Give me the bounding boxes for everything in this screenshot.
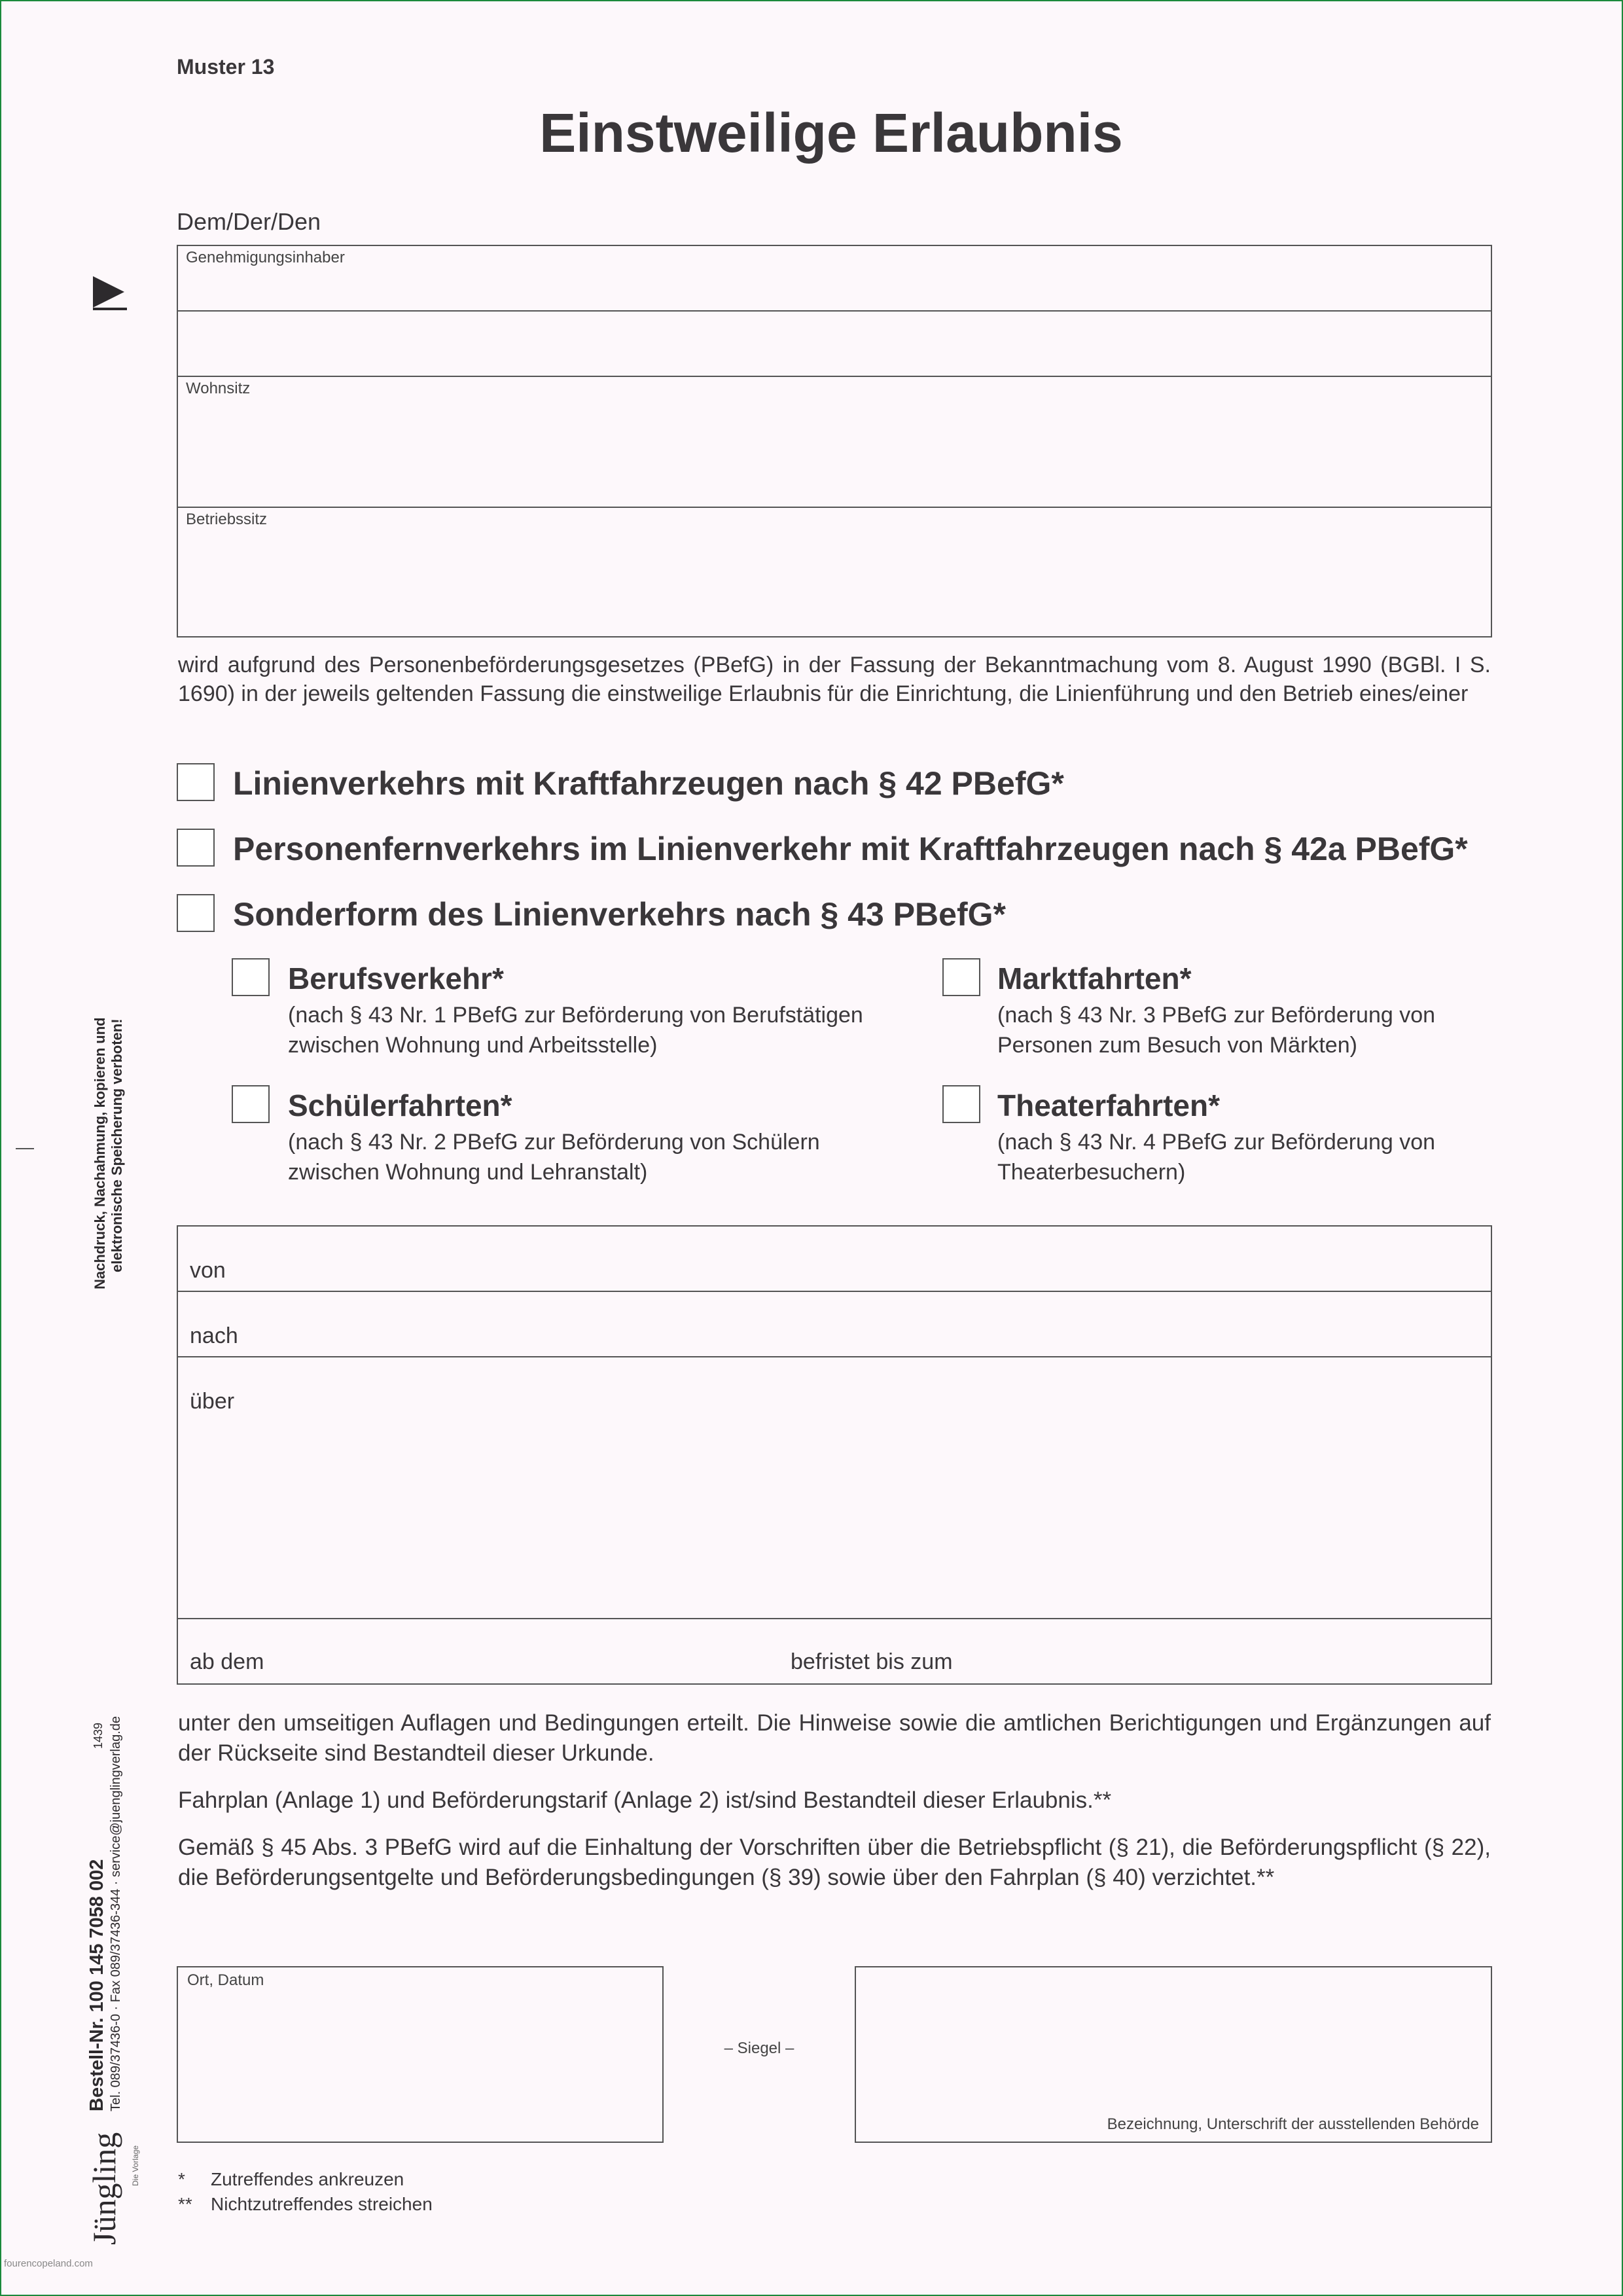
start-date-label: ab dem xyxy=(190,1649,264,1674)
copyright-notice: elektronische Speicherung verboten! xyxy=(109,1018,125,1272)
suboption-title-marktfahrten: Marktfahrten* xyxy=(997,961,1192,996)
page-title: Einstweilige Erlaubnis xyxy=(539,102,1123,164)
suboption-desc-berufsverkehr: (nach § 43 Nr. 1 PBefG zur Beförderung von Berufstätigen zwischen Wohnung und Arbeitsstelle) xyxy=(288,1003,863,1058)
holder-label: Genehmigungsinhaber xyxy=(186,249,345,266)
option-label-42a: Personenfernverkehrs im Linienverkehr mit Kraftfahrzeugen nach § 42a PBefG* xyxy=(233,831,1468,867)
until-date-input[interactable] xyxy=(982,1621,1489,1682)
option-checkbox-43[interactable] xyxy=(177,894,215,932)
publisher-tagline: Die Vorlage xyxy=(131,2145,140,2186)
to-input[interactable] xyxy=(262,1293,1489,1355)
suboption-desc-schuelerfahrten: (nach § 43 Nr. 2 PBefG zur Beförderung von Schülern zwischen Wohnung und Lehranstalt) xyxy=(288,1130,820,1185)
suboption-checkbox-berufsverkehr[interactable] xyxy=(232,958,270,996)
intro-text: wird aufgrund des Personenbeförderungsgesetzes (PBefG) in der Fassung der Bekanntmachung vom 8. August 1990 (BGBl. I S. 1690) in der jeweils geltenden Fassung die einstweilige Erlaubnis für die Einrichtung, die Linienführung und den Betrieb eines/einer xyxy=(178,653,1491,706)
form-code: 1439 xyxy=(92,1722,105,1749)
holder-input[interactable] xyxy=(178,268,1491,373)
form-number: Muster 13 xyxy=(177,55,275,79)
suboption-checkbox-theaterfahrten[interactable] xyxy=(942,1085,980,1123)
residence-label: Wohnsitz xyxy=(186,380,251,397)
seal-label: – Siegel – xyxy=(724,2039,794,2057)
suboption-title-schuelerfahrten: Schülerfahrten* xyxy=(288,1088,512,1122)
waiver-text: Gemäß § 45 Abs. 3 PBefG wird auf die Einhaltung der Vorschriften über die Betriebspflicht (§ 21), die Beförderungspflicht (§ 22), die Beförderungsentgelte und Beförderungsbedingungen (§ 39) sowie über den Fahrplan (§ 40) verzichtet.** xyxy=(178,1835,1491,1890)
publisher-logo: Jüngling xyxy=(86,2132,122,2245)
route-divider xyxy=(177,1618,1492,1619)
arrow-marker-icon xyxy=(92,274,128,314)
option-label-43: Sonderform des Linienverkehrs nach § 43 PBefG* xyxy=(233,896,1006,933)
from-label: von xyxy=(190,1258,226,1283)
from-input[interactable] xyxy=(249,1228,1489,1289)
watermark: fourencopeland.com xyxy=(4,2258,93,2269)
business-input[interactable] xyxy=(178,530,1491,635)
order-number: Bestell-Nr. 100 145 7058 002 xyxy=(86,1859,107,2111)
fold-mark xyxy=(16,1148,34,1149)
route-divider xyxy=(177,1356,1492,1357)
conditions-text: unter den umseitigen Auflagen und Bedingungen erteilt. Die Hinweise sowie die amtlichen Berichtigungen und Ergänzungen auf der Rückseite sind Bestandteil dieser Urkunde. xyxy=(178,1710,1491,1766)
suboption-checkbox-schuelerfahrten[interactable] xyxy=(232,1085,270,1123)
footnote-text: Zutreffendes ankreuzen xyxy=(211,2169,404,2189)
business-label: Betriebssitz xyxy=(186,511,268,528)
start-date-input[interactable] xyxy=(281,1621,779,1682)
suboption-title-theaterfahrten: Theaterfahrten* xyxy=(997,1088,1220,1122)
holder-divider xyxy=(177,376,1492,377)
suboption-title-berufsverkehr: Berufsverkehr* xyxy=(288,961,504,996)
option-checkbox-42[interactable] xyxy=(177,763,215,801)
via-input[interactable] xyxy=(178,1424,1491,1617)
until-date-label: befristet bis zum xyxy=(791,1649,953,1674)
authority-label: Bezeichnung, Unterschrift der ausstellenden Behörde xyxy=(1107,2115,1479,2133)
residence-input[interactable] xyxy=(178,399,1491,504)
place-date-label: Ort, Datum xyxy=(187,1971,264,1989)
holder-divider xyxy=(177,507,1492,508)
option-checkbox-42a[interactable] xyxy=(177,829,215,867)
place-date-box[interactable] xyxy=(177,1966,664,2143)
footnote-mark: ** xyxy=(178,2194,192,2214)
suboption-checkbox-marktfahrten[interactable] xyxy=(942,958,980,996)
timetable-text: Fahrplan (Anlage 1) und Beförderungstarif (Anlage 2) ist/sind Bestandteil dieser Erlaubnis.** xyxy=(178,1787,1112,1813)
option-label-42: Linienverkehrs mit Kraftfahrzeugen nach § 42 PBefG* xyxy=(233,765,1064,802)
footnote-mark: * xyxy=(178,2169,185,2189)
route-divider xyxy=(177,1291,1492,1292)
to-label: nach xyxy=(190,1323,238,1348)
footnote-text: Nichtzutreffendes streichen xyxy=(211,2194,433,2214)
suboption-desc-marktfahrten: (nach § 43 Nr. 3 PBefG zur Beförderung von Personen zum Besuch von Märkten) xyxy=(997,1003,1436,1058)
via-label: über xyxy=(190,1389,235,1414)
copyright-notice: Nachdruck, Nachahmung, kopieren und xyxy=(92,1017,108,1289)
contact-info: Tel. 089/37436-0 · Fax 089/37436-344 · service@juenglingverlag.de xyxy=(109,1715,123,2111)
addressee-label: Dem/Der/Den xyxy=(177,208,321,235)
suboption-desc-theaterfahrten: (nach § 43 Nr. 4 PBefG zur Beförderung von Theaterbesuchern) xyxy=(997,1130,1436,1185)
